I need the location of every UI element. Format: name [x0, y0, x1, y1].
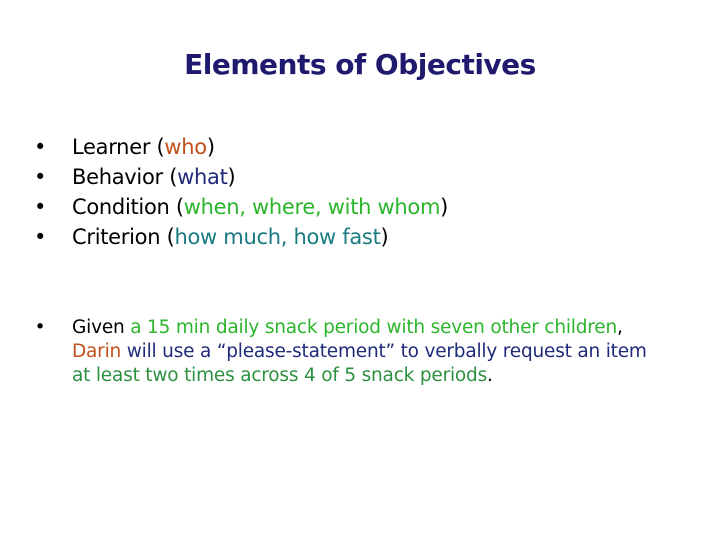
example-learner: Darin: [72, 341, 122, 362]
example-criterion: at least two times across 4 of 5 snack periods: [72, 365, 488, 386]
example-condition: a 15 min daily snack period with seven other children: [130, 317, 617, 338]
element-name: Criterion (: [72, 225, 175, 249]
bullet: •: [33, 135, 47, 159]
element-detail: when, where, with whom: [183, 195, 441, 219]
element-detail: how much, how fast: [174, 225, 381, 249]
bullet: •: [33, 195, 47, 219]
example-sep-1: ,: [616, 317, 623, 338]
element-name: Condition (: [72, 195, 184, 219]
element-detail: what: [177, 165, 228, 189]
bullet: •: [33, 165, 47, 189]
element-close: ): [380, 225, 389, 249]
slide-title: Elements of Objectives: [184, 48, 536, 81]
example-text: [30, 316, 670, 388]
element-close: ): [206, 135, 215, 159]
element-detail: who: [164, 135, 207, 159]
element-close: ): [227, 165, 236, 189]
example-period: .: [487, 365, 493, 386]
example-prefix: Given: [72, 317, 131, 338]
element-name: Behavior (: [72, 165, 178, 189]
example-objective: [30, 316, 670, 388]
elements-list: [30, 132, 448, 252]
bullet: •: [34, 317, 46, 338]
list-item-condition: [30, 192, 448, 222]
list-item-learner: [30, 132, 448, 162]
bullet: •: [33, 225, 47, 249]
element-close: ): [440, 195, 449, 219]
list-item-behavior: [30, 162, 448, 192]
list-item-criterion: [30, 222, 448, 252]
element-name: Learner (: [72, 135, 165, 159]
example-behavior: will use a “please-statement” to verbally request an item: [126, 341, 647, 362]
